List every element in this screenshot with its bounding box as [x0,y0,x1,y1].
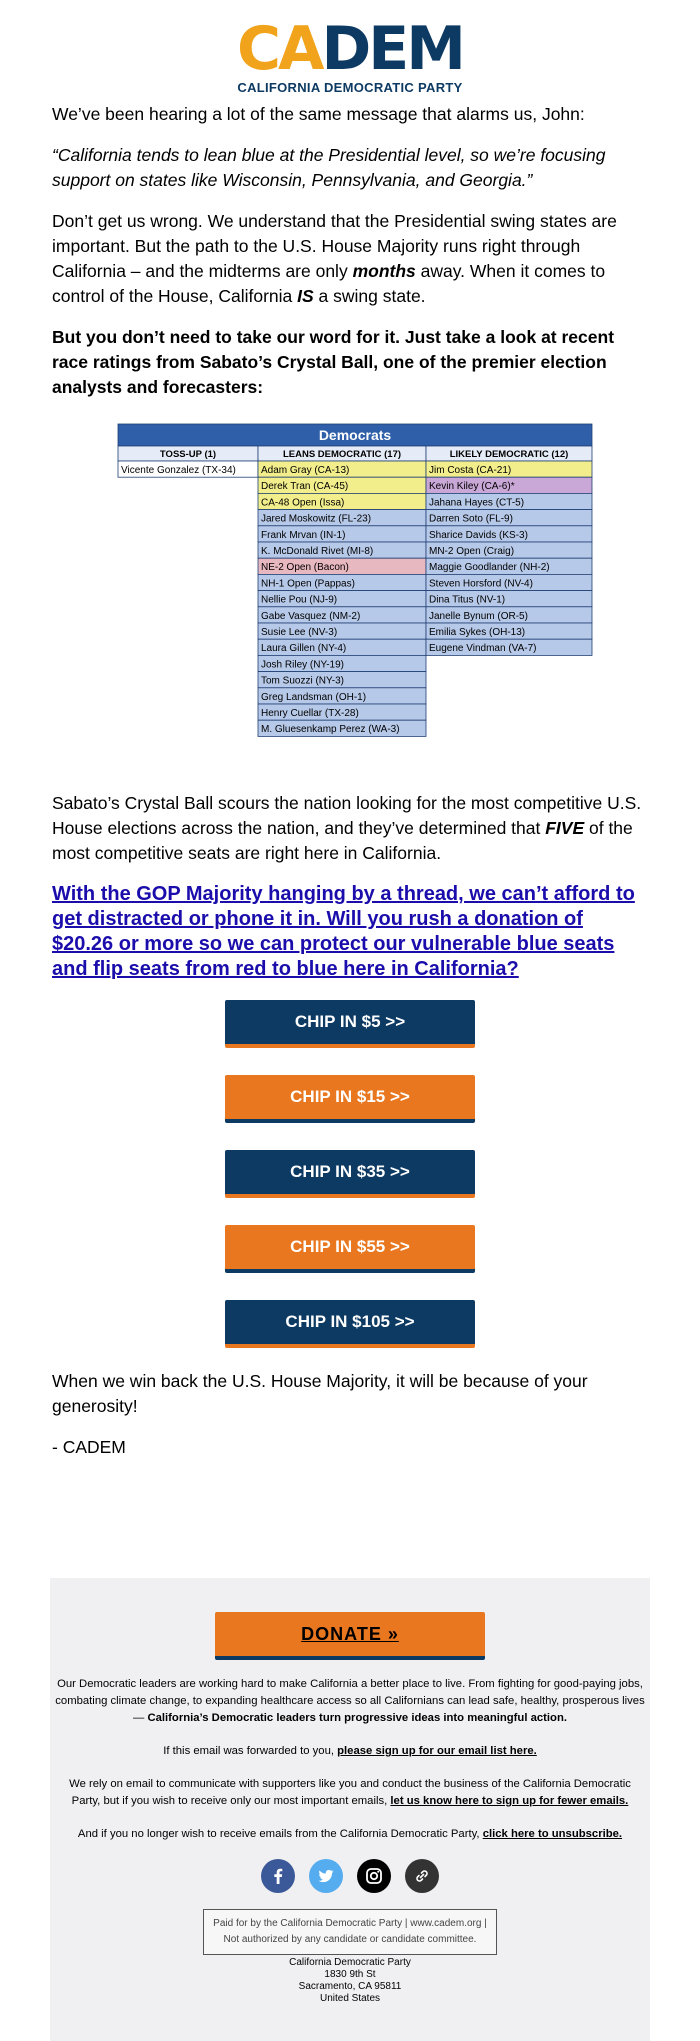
facebook-icon[interactable] [261,1859,295,1893]
likely-race-label: Steven Horsford (NV-4) [429,578,533,590]
unsubscribe-link[interactable]: click here to unsubscribe. [482,1828,623,1840]
chip-in-55-button[interactable]: CHIP IN $55 >> [225,1225,475,1273]
ratings-intro-paragraph: But you don’t need to take our word for it. Just take a look at recent race ratings from Sabato’s Crystal Ball, one of the premier election analysts and forecasters: [52,327,615,397]
logo-dem: DEM [321,14,463,84]
fewer-emails-link[interactable]: let us know here to sign up for fewer emails. [390,1795,629,1807]
leans-race-label: NH-1 Open (Pappas) [261,578,355,590]
ratings-table [110,422,600,762]
leans-race-label: K. McDonald Rivet (MI-8) [261,546,374,557]
chip-in-35-button[interactable]: CHIP IN $35 >> [225,1150,475,1198]
leans-race-label: M. Gluesenkamp Perez (WA-3) [261,724,400,736]
email-pref-text: We rely on email to communicate with supporters like you and conduct the business of the California Democratic Party, but if you wish to receive only our most important emails, [69,1778,631,1807]
ratings-table-image [110,422,600,769]
link-icon[interactable] [405,1859,439,1893]
likely-race-label: Kevin Kiley (CA-6)* [429,481,515,493]
leans-race-label: Derek Tran (CA-45) [261,481,349,493]
five-emphasis: FIVE [545,818,585,838]
crystal-text-a: Sabato’s Crystal Ball scours the nation looking for the most competitive U.S. House elections across the nation, and they’ve determined that [52,793,642,838]
chip-in-105-button[interactable]: CHIP IN $105 >> [225,1300,475,1348]
about-paragraph [50,1676,650,1727]
leans-race-label: Henry Cuellar (TX-28) [261,708,359,719]
leans-race-label: Frank Mrvan (IN-1) [261,529,346,541]
signature: - CADEM [52,1437,126,1457]
likely-race-label: Eugene Vindman (VA-7) [429,643,537,655]
likely-race-label: Janelle Bynum (OR-5) [429,610,528,622]
ratings-title: Democrats [318,427,392,443]
paid-line-1: Paid for by the California Democratic Party | www.cadem.org | [213,1918,487,1929]
leans-race-label: CA-48 Open (Issa) [261,497,345,509]
address-line-3: Sacramento, CA 95811 [298,1981,402,1992]
instagram-icon[interactable] [357,1859,391,1893]
chip-in-5-button[interactable]: CHIP IN $5 >> [225,1000,475,1048]
social-links [50,1859,650,1893]
crystal-text-b: of the most competitive seats are right here in California. [52,818,633,863]
ratings-header-label: LIKELY DEMOCRATIC (12) [449,449,569,460]
chip-in-buttons [52,998,648,1348]
leans-race-label: Nellie Pou (NJ-9) [261,594,338,606]
likely-race-label: MN-2 Open (Craig) [429,546,515,557]
forward-paragraph [50,1743,650,1760]
paid-line-2: Not authorized by any candidate or candidate committee. [223,1934,477,1945]
leans-race-label: Adam Gray (CA-13) [261,465,350,476]
tossup-race-label: Vicente Gonzalez (TX-34) [121,465,236,476]
leans-race-label: Laura Gillen (NY-4) [261,643,347,655]
about-text: Our Democratic leaders are working hard to make California a better place to live. From fighting for good-paying jobs, combating climate change, to expanding healthcare access so all Californians can lead safe, healthy, prosperous lives — [55,1678,645,1724]
forward-text: If this email was forwarded to you, [163,1745,338,1757]
chip-in-15-button[interactable]: CHIP IN $15 >> [225,1075,475,1123]
mailing-address [50,1957,650,2005]
likely-race-label: Emilia Sykes (OH-13) [429,627,526,638]
donation-appeal-link[interactable]: With the GOP Majority hanging by a thread, we can’t afford to get distracted or phone it in. Will you rush a donation of $20.26 or more so we can protect our vulnerable blue seats and flip seats from red to blue here in California? [52,883,635,980]
email-footer [50,1578,650,2041]
crystal-ball-paragraph [52,791,648,866]
greeting-paragraph: We’ve been hearing a lot of the same message that alarms us, John: [52,104,585,124]
ratings-header-label: LEANS DEMOCRATIC (17) [282,449,402,460]
about-emphasis: California’s Democratic leaders turn progressive ideas into meaningful action. [147,1712,567,1724]
likely-race-label: Dina Titus (NV-1) [429,594,506,606]
unsub-text: And if you no longer wish to receive emails from the California Democratic Party, [77,1828,483,1840]
likely-race-label: Maggie Goodlander (NH-2) [429,562,550,574]
address-line-4: United States [319,1993,381,2004]
swing-text-a: Don’t get us wrong. We understand that the Presidential swing states are important. But the path to the U.S. House Majority runs right through California – and the midterms are only [52,211,617,281]
email-body [0,102,700,1460]
twitter-icon[interactable] [309,1859,343,1893]
logo-ca: CA [237,14,322,84]
months-emphasis: months [352,261,416,281]
address-line-2: 1830 9th St [324,1969,376,1980]
unsubscribe-paragraph [50,1826,650,1843]
swing-text-b: away. When it comes to control of the House, California [52,261,606,306]
leans-race-label: NE-2 Open (Bacon) [261,562,349,574]
donate-button[interactable]: DONATE » [215,1612,485,1660]
email-preference-paragraph [50,1776,650,1810]
leans-race-label: Susie Lee (NV-3) [261,627,338,638]
cadem-logo[interactable] [0,0,700,102]
logo-wordmark [0,14,700,84]
logo-subtitle: CALIFORNIA DEMOCRATIC PARTY [237,80,463,95]
likely-race-label: Jim Costa (CA-21) [429,465,512,476]
leans-race-label: Gabe Vasquez (NM-2) [261,610,361,622]
swing-text-c: a swing state. [313,286,426,306]
address-line-1: California Democratic Party [289,1957,411,1968]
leans-race-label: Jared Moskowitz (FL-23) [261,513,372,525]
leans-race-label: Tom Suozzi (NY-3) [261,675,344,687]
likely-race-label: Darren Soto (FL-9) [429,513,513,525]
leans-race-label: Greg Landsman (OH-1) [261,691,367,703]
is-emphasis: IS [297,286,314,306]
swing-state-paragraph [52,209,648,309]
closing-paragraph: When we win back the U.S. House Majority, it will be because of your generosity! [52,1371,588,1416]
signup-link[interactable]: please sign up for our email list here. [337,1745,537,1757]
quote-paragraph: “California tends to lean blue at the Presidential level, so we’re focusing support on states like Wisconsin, Pennsylvania, and Georgia.” [52,145,606,190]
likely-race-label: Sharice Davids (KS-3) [429,529,528,541]
ratings-header-label: TOSS-UP (1) [159,449,217,460]
paid-for-disclaimer [203,1909,497,1955]
likely-race-label: Jahana Hayes (CT-5) [429,497,525,509]
leans-race-label: Josh Riley (NY-19) [261,659,344,671]
